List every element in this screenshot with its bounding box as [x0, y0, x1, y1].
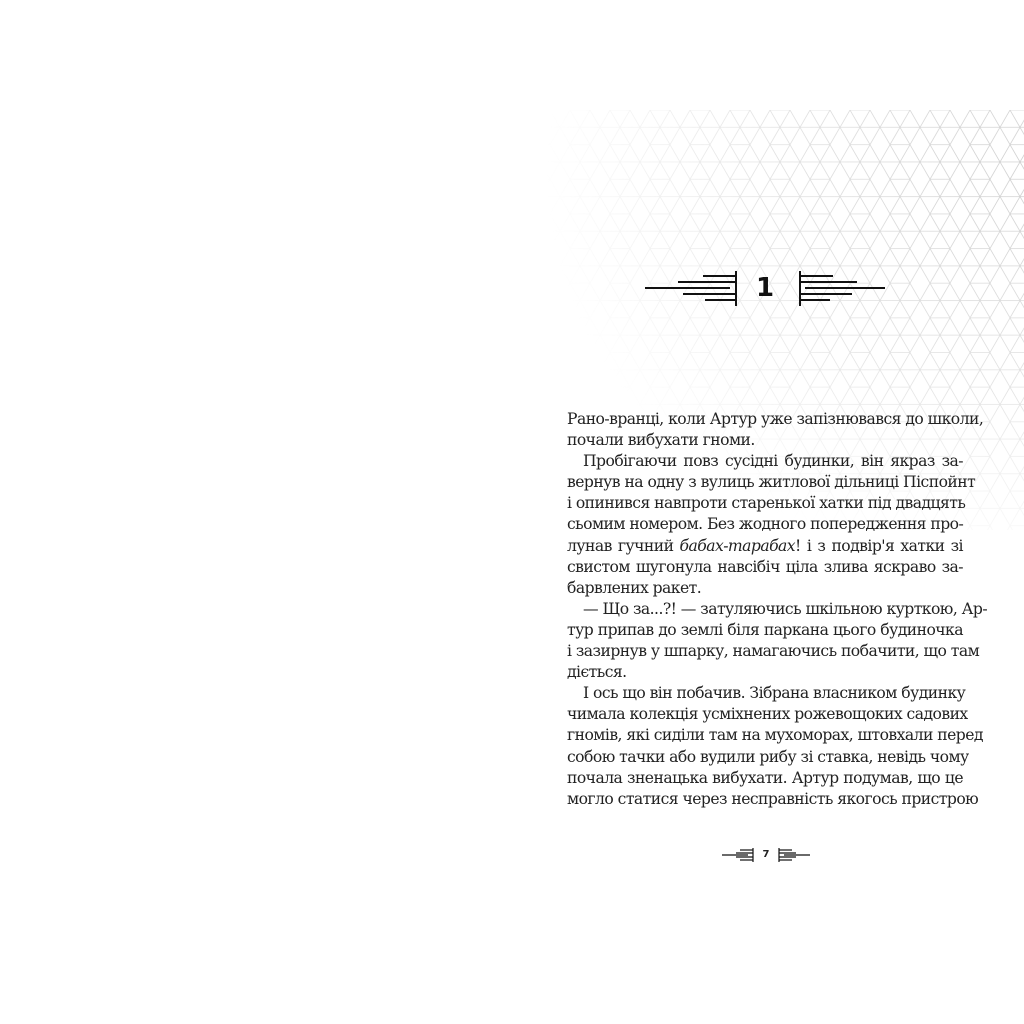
text-line [567, 536, 963, 557]
text-line: гномів, які сиділи там на мухоморах, штовхали перед [567, 726, 983, 745]
text-line: і зазирнув у шпарку, намагаючись побачити, що там [567, 642, 980, 661]
text-line: діється. [567, 663, 627, 682]
text-line: — Що за...?! — затуляючись шкільною курткою, Ар- [583, 599, 988, 618]
text-line: почали вибухати гноми. [567, 431, 755, 450]
text-line: і опинився навпроти старенької хатки під двадцять [567, 494, 966, 513]
text-line: почала зненацька вибухати. Артур подумав, що це [567, 768, 963, 787]
text-line: Рано-вранці, коли Артур уже запізнювався до школи, [567, 410, 984, 428]
text-line: тур припав до землі біля паркана цього будиночка [567, 620, 963, 639]
text-segment: ! і з подвір'я хатки зі [795, 536, 963, 555]
italic-onomatopoeia: бабах-тарабах [679, 536, 796, 555]
text-line: могло статися через несправність якогось пристрою [567, 789, 979, 808]
text-line: вернув на одну з вулиць житлової дільниці Піспойнт [567, 473, 976, 492]
page-number: 7 [762, 849, 770, 860]
text-line: І ось що він побачив. Зібрана власником будинку [583, 684, 966, 703]
text-segment: лунав гучний [567, 536, 680, 555]
text-line: сьомим номером. Без жодного попередження про- [567, 515, 964, 534]
text-line: чимала колекція усміхнених рожевощоких садових [567, 705, 968, 724]
text-line: барвлених ракет. [567, 578, 702, 597]
text-line: Пробігаючи повз сусідні будинки, він якраз за- [583, 452, 963, 471]
text-line: собою тачки або вудили рибу зі ставка, невідь чому [567, 747, 969, 766]
chapter-number: 1 [755, 273, 775, 303]
text-line: свистом шугонула навсібіч ціла злива яскраво за- [567, 557, 963, 576]
chapter-body-text [567, 409, 988, 810]
